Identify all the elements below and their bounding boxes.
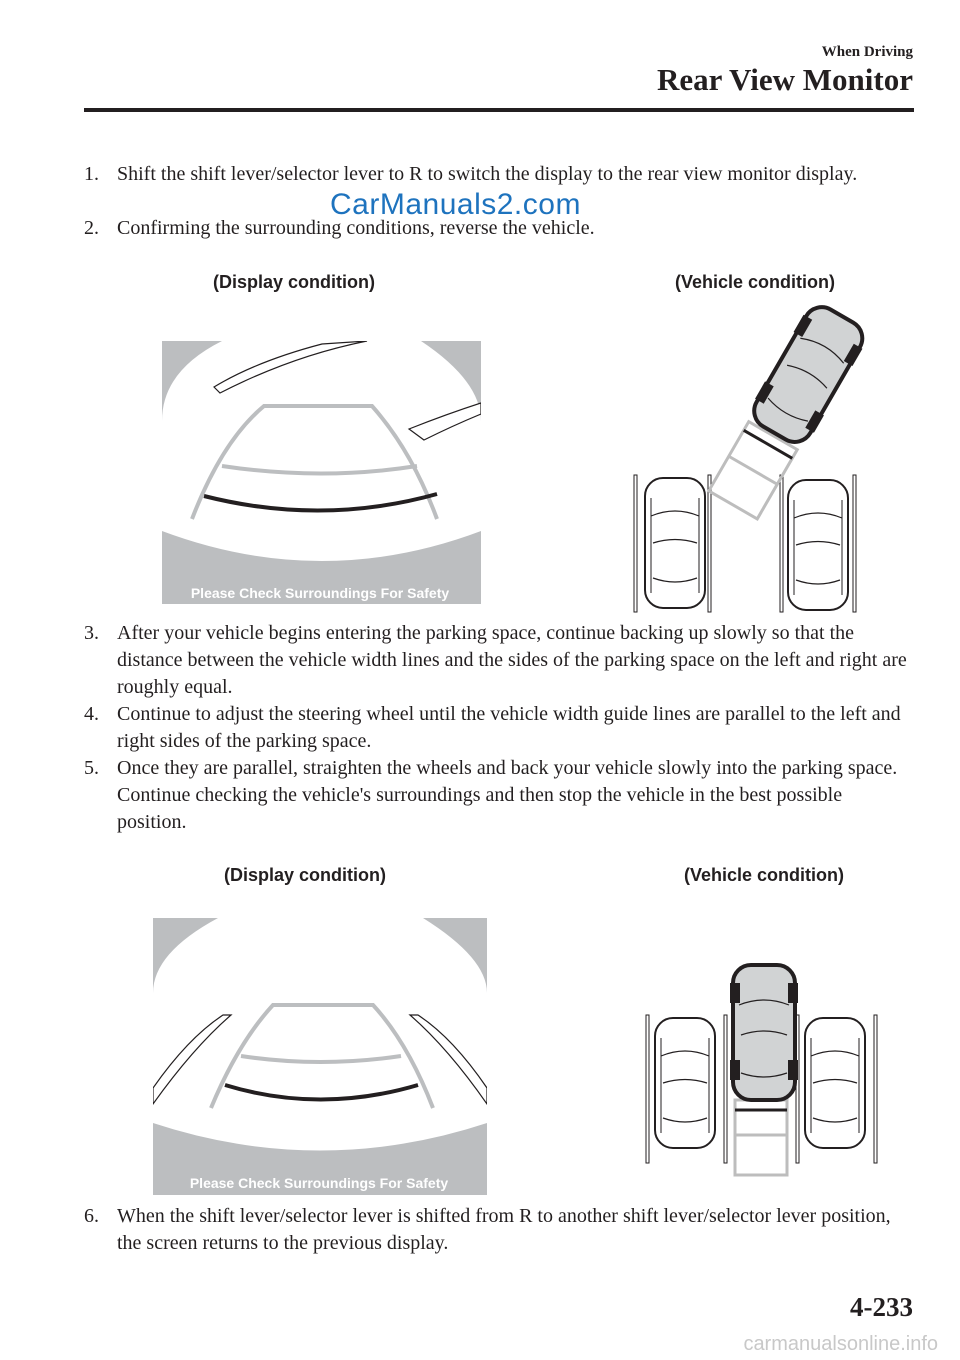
vehicle-condition-caption: (Vehicle condition) bbox=[684, 865, 845, 885]
page-number: 4-233 bbox=[850, 1292, 913, 1322]
step-text: Continue to adjust the steering wheel until the vehicle width guide lines are parallel to the left and right sides of the parking space. bbox=[117, 703, 901, 752]
step-text: After your vehicle begins entering the parking space, continue backing up slowly so that the distance between the vehicle width lines and the sides of the parking space on the left and right are roughly equal. bbox=[117, 622, 907, 698]
display-condition-caption: (Display condition) bbox=[224, 865, 386, 885]
parking-line bbox=[708, 475, 711, 612]
rear-view-display-1 bbox=[162, 341, 481, 604]
step-number: 4. bbox=[84, 703, 99, 725]
step-6 bbox=[84, 1203, 914, 1257]
step-number: 5. bbox=[84, 757, 99, 779]
step-text: Once they are parallel, straighten the wheels and back your vehicle slowly into the parking space. Continue checking the vehicle's surroundings and then stop the vehicle in the best possible position. bbox=[117, 757, 898, 833]
step-text: Shift the shift lever/selector lever to R to switch the display to the rear view monitor display. bbox=[117, 163, 858, 185]
parked-car-left bbox=[655, 1018, 715, 1148]
reversing-car bbox=[730, 965, 798, 1100]
vehicle-condition-caption: (Vehicle condition) bbox=[675, 272, 836, 292]
display-condition-caption: (Display condition) bbox=[213, 272, 375, 292]
step-4 bbox=[84, 701, 914, 755]
vehicle-condition-diagram-1 bbox=[625, 300, 870, 615]
parking-line bbox=[874, 1015, 877, 1163]
parking-line bbox=[724, 1015, 727, 1163]
vehicle-condition-diagram-2 bbox=[640, 960, 885, 1180]
step-5 bbox=[84, 755, 914, 836]
parked-car-right bbox=[788, 480, 848, 610]
screen-message: Please Check Surroundings For Safety bbox=[189, 1175, 449, 1191]
reversing-car bbox=[745, 300, 870, 450]
step-1 bbox=[84, 161, 914, 188]
parked-car-right bbox=[805, 1018, 865, 1148]
step-number: 6. bbox=[84, 1205, 99, 1227]
parking-line bbox=[646, 1015, 649, 1163]
guide-projection bbox=[735, 1100, 787, 1175]
parking-line bbox=[853, 475, 856, 612]
step-text: Confirming the surrounding conditions, reverse the vehicle. bbox=[117, 217, 595, 239]
parking-line bbox=[634, 475, 637, 612]
step-number: 3. bbox=[84, 622, 99, 644]
step-number: 2. bbox=[84, 217, 99, 239]
step-text: When the shift lever/selector lever is shifted from R to another shift lever/selector lever position, the screen returns to the previous display. bbox=[117, 1205, 891, 1254]
watermark: CarManuals2.com bbox=[330, 188, 581, 221]
footer-watermark: carmanualsonline.info bbox=[743, 1333, 938, 1355]
page-title: Rear View Monitor bbox=[657, 62, 913, 97]
header-divider bbox=[84, 108, 914, 112]
rear-view-display-2 bbox=[153, 918, 487, 1195]
parked-car-left bbox=[645, 478, 705, 608]
camera-view-area bbox=[162, 341, 481, 561]
step-3 bbox=[84, 620, 914, 701]
screen-message: Please Check Surroundings For Safety bbox=[190, 585, 450, 601]
section-label: When Driving bbox=[821, 44, 913, 60]
parking-line bbox=[780, 475, 783, 612]
step-number: 1. bbox=[84, 163, 99, 185]
